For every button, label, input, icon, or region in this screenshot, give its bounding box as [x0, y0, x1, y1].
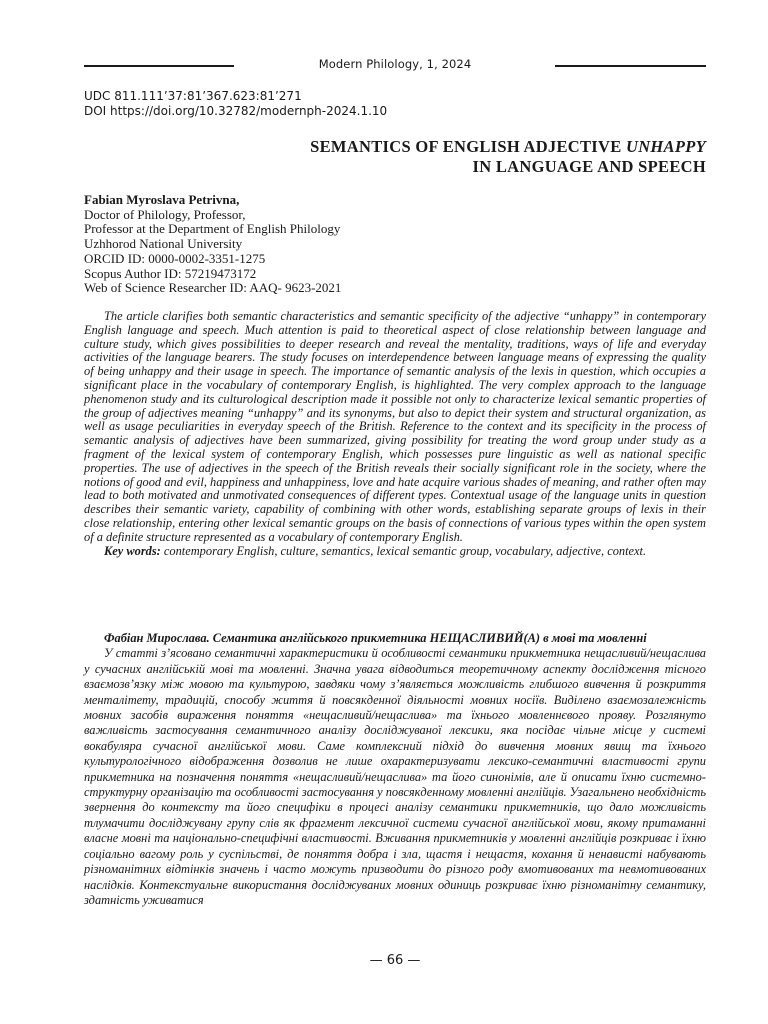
- keywords-list: contemporary English, culture, semantics, lexical semantic group, vocabulary, adjective, context.: [160, 543, 647, 558]
- abstract-text: The article clarifies both semantic characteristics and semantic specificity of the adjective “unhappy” in contemporary English language and speech. Much attention is paid to theoretical aspect of close relationship between language and culture study, which gives possibilities to deeper research and reveal the mentality, traditions, ways of life and everyday activities of the language bearers. The study focuses on interdependence between language means of expressing the quality of being unhappy and their usage in speech. The importance of semantic analysis of the lexis in question, which occupies a significant place in the vocabulary of contemporary English, is highlighted. The very complex approach to the language phenomenon study and its culturological description made it possible not only to characterize lexical semantic properties of the group of adjectives meaning “unhappy” and its synonyms, but also to depict their system and structural organization, as well as usage peculiarities in everyday speech of the British. Reference to the context and its specificity in the process of semantic analysis of adjectives have been summarized, giving possibility for treating the word group under study as a fragment of the lexical system of contemporary English, which possesses pure linguistic as well as national specific properties. The use of adjectives in the speech of the British reveals their socially significant role in the society, where the notions of good and evil, happiness and unhappiness, love and hate acquire various shades of meaning, and rather often may lead to both motivated and unmotivated consequences of different types. Contextual usage of the language units in question describes their semantic variety, capability of combining with other words, establishing separate groups of lexis in their close relationship, entering other lexical semantic groups on the basis of connections of various types within the open system of a definite structure represented as a vocabulary of contemporary English.: [84, 309, 706, 544]
- article-identifiers: [84, 89, 387, 119]
- author-line: Scopus Author ID: 57219473172: [84, 265, 257, 281]
- ukrainian-title: Фабіан Мирослава. Семантика англійського прикметника НЕЩАСЛИВИЙ(А) в мові та мовленні: [104, 631, 647, 645]
- author-line: Professor at the Department of English Philology: [84, 221, 341, 237]
- title-line-1-italic: UNHAPPY: [625, 137, 706, 156]
- title-line-2: IN LANGUAGE AND SPEECH: [472, 157, 706, 176]
- header-rule-left: [84, 65, 234, 67]
- ukrainian-text: У статті з’ясовано семантичні характеристики й особливості семантики прикметника нещасливий/нещаслива у сучасних англійській мові та мовленні. Значна увага відводиться теоретичному аспекту дослідження тісного взаємозв’язку між мовою та культурою, завдяки чому з’являється можливість глибшого вивчення й розкриття менталітету, традицій, способу життя й повсякденної діяльності мовних носіїв. Виділено взаємозалежність мовних засобів вираження поняття «нещасливий/нещаслива» та їхнього мовленнєвого прояву. Розглянуто важливість застосування семантичного аналізу досліджуваної лексики, яка посідає чільне місце у системі вокабуляра сучасної англійської мови. Саме комплексний підхід до вивчення мовних явищ та їхнього культурологічного відображення дозволив не лише охарактеризувати лексико-семантичні властивості групи прикметника на позначення поняття «нещасливий/нещаслива» та його синонімів, але й описати їхню системно-структурну організацію та особливості застосування у повсякденному мовленні англійців. Узагальнено необхідність звернення до контексту та його специфіки в процесі аналізу семантики прикметників, що дало можливість тлумачити досліджувану групу слів як фрагмент лексичної системи сучасної англійської мови, якому притаманні власне мовні та національно-специфічні властивості. Вживання прикметників у мовленні англійців розкриває і їхню соціально вагому роль у суспільстві, де поняття добра і зла, щастя і нещастя, кохання й ненависті набувають різноманітних відтінків значень і часто можуть призводити до різного роду вмотивованих та невмотивованих наслідків. Контекстуальне використання досліджуваних мовних одиниць розкриває їхню різноманітну семантику, здатність уживатися: [84, 646, 706, 907]
- journal-header: Modern Philology, 1, 2024: [318, 57, 472, 71]
- title-line-1-text: SEMANTICS OF ENGLISH ADJECTIVE: [310, 137, 626, 156]
- author-line: Web of Science Researcher ID: AAQ- 9623-2021: [84, 280, 342, 296]
- udc-code: UDC 811.111’37:81’367.623:81’271: [84, 89, 302, 103]
- keywords-label: Key words:: [104, 543, 161, 558]
- abstract-ukrainian: [84, 631, 706, 908]
- page-number: — 66 —: [369, 953, 421, 968]
- header-rule-right: [555, 65, 706, 67]
- author-line: Doctor of Philology, Professor,: [84, 206, 246, 222]
- author-block: [84, 193, 341, 296]
- doi-link[interactable]: DOI https://doi.org/10.32782/modernph-2024.1.10: [84, 104, 388, 118]
- author-line: Uzhhorod National University: [84, 236, 243, 252]
- author-name: Fabian Myroslava Petrivna,: [84, 192, 240, 207]
- keywords: [84, 545, 706, 559]
- article-title: [84, 137, 706, 177]
- abstract-english: [84, 310, 706, 558]
- author-line: ORCID ID: 0000-0002-3351-1275: [84, 250, 266, 266]
- title-line-1: [84, 137, 706, 157]
- page: [84, 0, 706, 1024]
